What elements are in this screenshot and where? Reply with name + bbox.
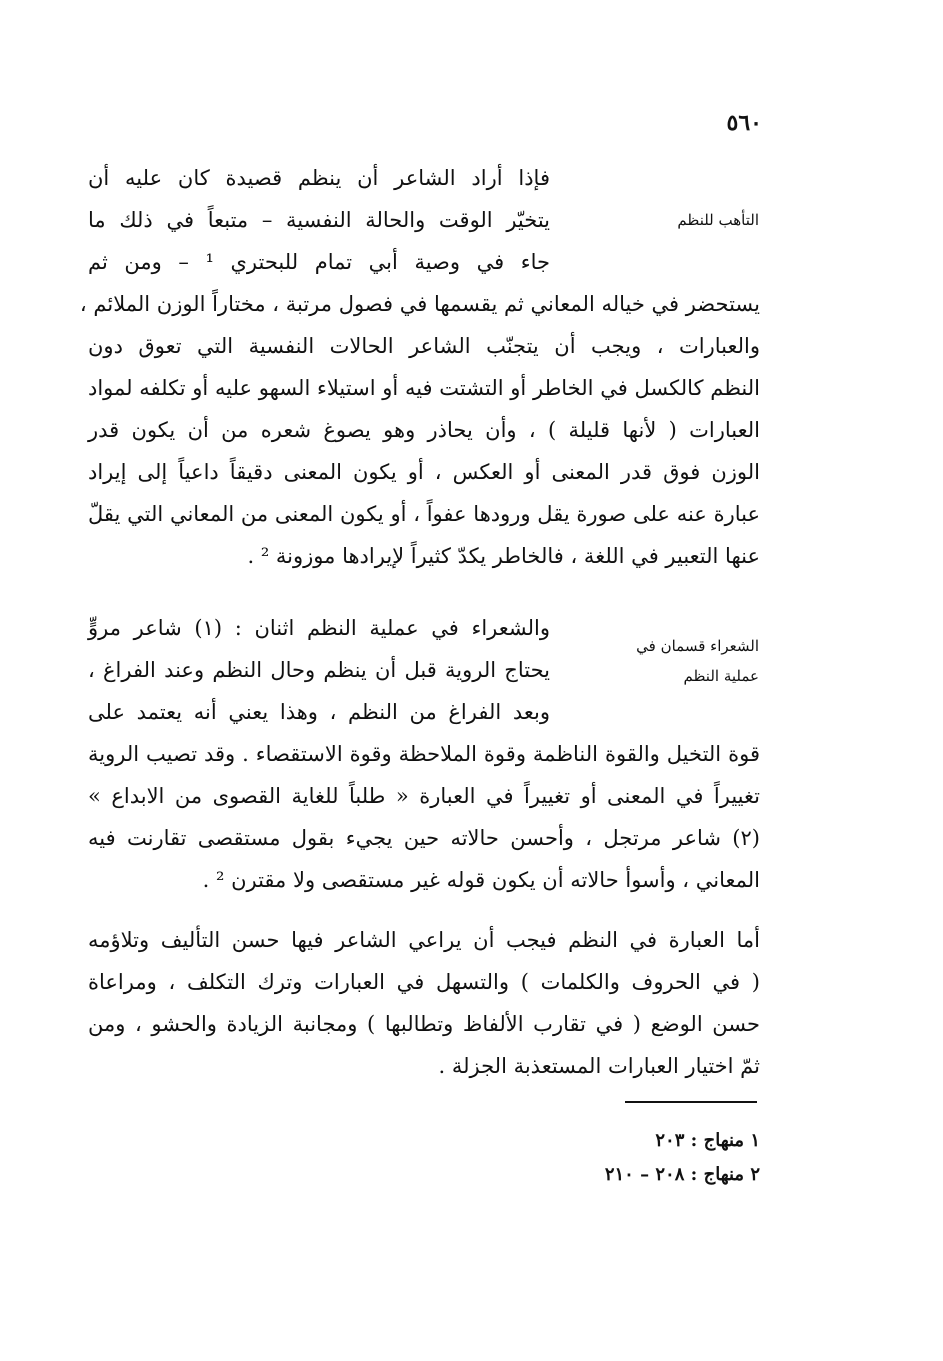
paragraph-line: النظم كالكسل في الخاطر أو التشتت فيه أو استيلاء السهو عليه أو تكلفه لمواد: [88, 376, 760, 400]
paragraph-line: ثمّ اختيار العبارات المستعذبة الجزلة .: [438, 1054, 760, 1078]
page-number: ٥٦٠: [726, 110, 762, 136]
margin-note-poets-two-types: الشعراء قسمان في: [636, 637, 759, 655]
paragraph-line: والعبارات ، ويجب أن يتجنّب الشاعر الحالات النفسية التي تعوق دون: [88, 334, 760, 358]
paragraph-line: الوزن فوق قدر المعنى أو العكس ، أو يكون المعنى دقيقاً داعياً إلى إيراد: [88, 460, 760, 484]
margin-note-composition-process: عملية النظم: [683, 667, 759, 685]
paragraph-line: أما العبارة في النظم فيجب أن يراعي الشاعر فيها حسن التأليف وتلاؤمه: [88, 928, 760, 952]
paragraph-line: عنها التعبير في اللغة ، فالخاطر يكدّ كثيراً لإيرادها موزونة ² .: [247, 544, 760, 568]
paragraph-line: حسن الوضع ( في تقارب الألفاظ وتطالبها ) ومجانبة الزيادة والحشو ، ومن: [88, 1012, 760, 1036]
paragraph-line: يتخيّر الوقت والحالة النفسية – متبعاً في ذلك ما: [88, 208, 550, 232]
paragraph-line: ( في الحروف والكلمات ) والتسهل في العبارات وترك التكلف ، ومراعاة: [88, 970, 760, 994]
paragraph-line: جاء في وصية أبي تمام للبحتري ¹ – ومن ثم: [88, 250, 550, 274]
paragraph-line: يستحضر في خياله المعاني ثم يقسمها في فصول مرتبة ، مختاراً الوزن الملائم ،: [79, 292, 760, 316]
paragraph-line: العبارات ( لأنها قليلة ) ، وأن يحاذر وهو يصوغ شعره من أن يكون قدر: [88, 418, 760, 442]
paragraph-line: المعاني ، وأسوأ حالاته أن يكون قوله غير مستقصى ولا مقترن ² .: [202, 868, 760, 892]
footnote-separator: [625, 1101, 757, 1103]
footnote: ٢ منهاج : ٢٠٨ – ٢١٠: [604, 1164, 760, 1185]
footnote: ١ منهاج : ٢٠٣: [655, 1130, 760, 1151]
paragraph-line: والشعراء في عملية النظم اثنان : (١) شاعر مروٍّ: [88, 616, 550, 640]
paragraph-line: تغييراً في المعنى أو تغييراً في العبارة « طلباً للغاية القصوى من الابداع »: [88, 784, 760, 808]
paragraph-line: قوة التخيل والقوة الناظمة وقوة الملاحظة وقوة الاستقصاء . وقد تصيب الروية: [88, 742, 760, 766]
paragraph-line: عبارة عنه على صورة يقل ورودها عفواً ، أو يكون المعنى من المعاني التي يقلّ: [88, 502, 760, 526]
paragraph-line: فإذا أراد الشاعر أن ينظم قصيدة كان عليه أن: [88, 166, 550, 190]
paragraph-line: يحتاج الروية قبل أن ينظم وحال النظم وعند الفراغ ،: [88, 658, 550, 682]
paragraph-line: وبعد الفراغ من النظم ، وهذا يعني أنه يعتمد على: [88, 700, 550, 724]
paragraph-line: (٢) شاعر مرتجل ، وأحسن حالاته حين يجيء بقول مستقصى تقارنت فيه: [88, 826, 760, 850]
margin-note-preparation: التأهب للنظم: [677, 211, 759, 229]
